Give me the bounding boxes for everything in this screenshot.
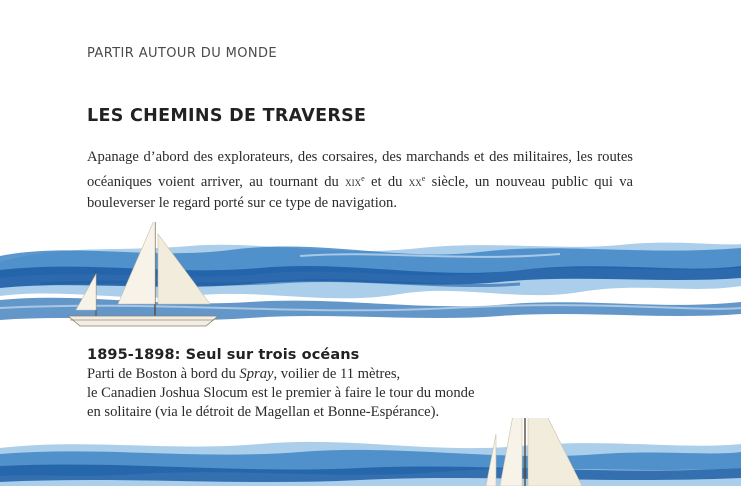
intro-paragraph	[87, 147, 633, 214]
timeline-line2: le Canadien Joshua Slocum est le premier à faire le tour du monde	[87, 385, 475, 401]
timeline-line3: en solitaire (via le détroit de Magellan et Bonne-Espérance).	[87, 404, 440, 420]
timeline-heading: 1895-1898: Seul sur trois océans	[87, 347, 360, 363]
intro-text-3: siècle, un nouveau public qui va bouleverser le regard porté sur ce type de navigation.	[87, 174, 633, 211]
century-numeral-20: xx	[408, 174, 422, 189]
timeline-line1-after: , voilier de 11 mètres,	[273, 366, 401, 382]
intro-text-2: et du	[364, 174, 409, 190]
vessel-name: Spray	[239, 366, 274, 382]
chapter-title: LES CHEMINS DE TRAVERSE	[87, 106, 367, 126]
timeline-line1-before: Parti de Boston à bord du	[87, 366, 240, 382]
intro-text-1: Apanage d’abord des explorateurs, des corsaires, des marchands et des militaires, les routes océaniques voient arriver, au tournant du	[87, 149, 633, 190]
wave-strokes-bottom	[0, 442, 741, 486]
century-suffix-20: e	[421, 174, 426, 183]
timeline-entry	[87, 347, 507, 422]
century-numeral-19: xix	[345, 174, 362, 189]
section-label: PARTIR AUTOUR DU MONDE	[87, 46, 278, 61]
watercolor-waves-bottom-illustration	[0, 418, 741, 486]
century-suffix-19: e	[361, 174, 365, 183]
wave-strokes	[0, 243, 741, 320]
timeline-text	[87, 365, 507, 422]
watercolor-waves-illustration	[0, 222, 741, 332]
